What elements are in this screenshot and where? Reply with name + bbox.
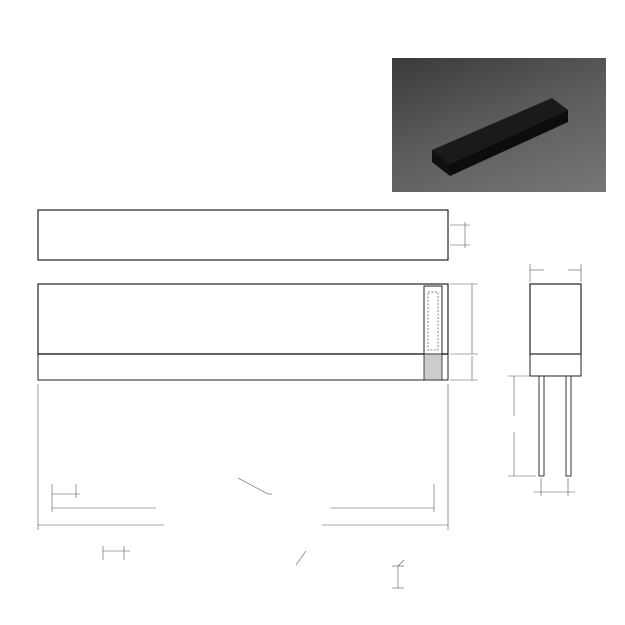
contact-section	[424, 286, 442, 354]
side-view-body	[530, 284, 581, 354]
side-view	[508, 264, 581, 496]
side-pin-right	[566, 376, 571, 476]
side-pin-left	[539, 376, 544, 476]
top-view-body	[38, 210, 448, 260]
top-view	[38, 210, 470, 260]
front-view	[38, 284, 478, 530]
pcb-layout	[103, 546, 404, 588]
front-view-body	[38, 284, 448, 354]
